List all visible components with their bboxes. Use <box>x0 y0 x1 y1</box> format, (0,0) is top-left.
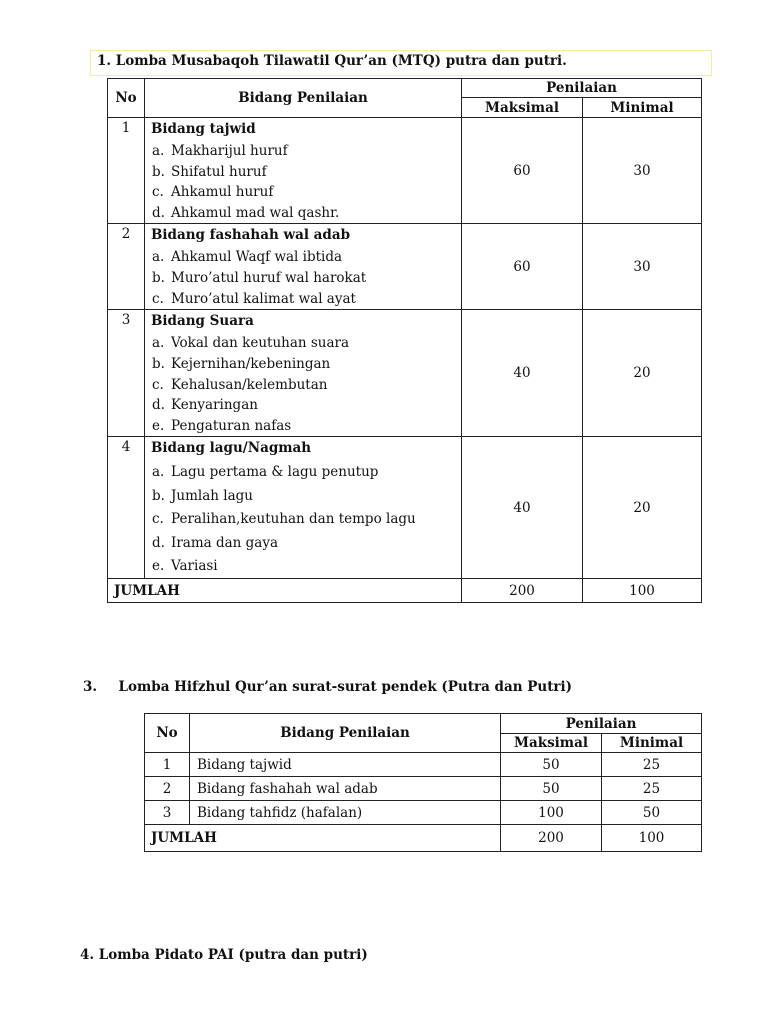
criteria-item <box>145 162 461 183</box>
header-bidang-penilaian: Bidang Penilaian <box>145 79 462 118</box>
table-row <box>108 118 702 224</box>
score-maksimal: 60 <box>462 118 583 224</box>
criteria-item <box>145 333 461 354</box>
criteria-text: Kejernihan/kebeningan <box>171 355 331 372</box>
criteria-text: Kehalusan/kelembutan <box>171 376 328 393</box>
bidang-label: Bidang tajwid <box>190 753 501 777</box>
criteria-letter: a. <box>152 335 165 352</box>
criteria-item <box>145 461 461 484</box>
table-row <box>108 437 702 579</box>
bidang-title: Bidang fashahah wal adab <box>151 227 351 244</box>
criteria-letter: c. <box>152 511 164 528</box>
section-3-title: Lomba Hifzhul Qur’an surat-surat pendek (Putra dan Putri) <box>118 679 573 695</box>
score-maksimal: 60 <box>462 224 583 310</box>
table-row <box>108 310 702 437</box>
section-4-title: 4. Lomba Pidato PAI (putra dan putri) <box>80 947 368 963</box>
criteria-text: Makharijul huruf <box>171 143 288 159</box>
criteria-letter: b. <box>152 269 165 286</box>
score-minimal: 20 <box>583 310 702 437</box>
header-maksimal: Maksimal <box>462 98 583 118</box>
header-minimal: Minimal <box>602 734 702 753</box>
row-number: 1 <box>108 118 145 224</box>
table-row <box>145 777 702 801</box>
header-minimal: Minimal <box>583 98 702 118</box>
criteria-letter: e. <box>152 557 165 574</box>
criteria-text: Muro’atul huruf wal harokat <box>171 269 367 286</box>
total-minimal: 100 <box>583 579 702 603</box>
total-maksimal: 200 <box>462 579 583 603</box>
criteria-text: Lagu pertama & lagu penutup <box>171 464 379 481</box>
bidang-title: Bidang Suara <box>151 313 254 330</box>
section-1-title: 1. Lomba Musabaqoh Tilawatil Qur’an (MTQ) putra dan putri. <box>97 53 567 69</box>
score-minimal: 50 <box>602 801 702 825</box>
score-minimal: 20 <box>583 437 702 579</box>
bidang-label: Bidang fashahah wal adab <box>190 777 501 801</box>
criteria-letter: b. <box>152 355 165 372</box>
criteria-item <box>145 247 461 268</box>
criteria-text: Muro’atul kalimat wal ayat <box>171 290 356 307</box>
bidang-cell <box>145 118 462 224</box>
criteria-letter: b. <box>152 163 165 180</box>
row-number: 2 <box>145 777 190 801</box>
total-maksimal: 200 <box>501 825 602 852</box>
criteria-item <box>145 395 461 416</box>
bidang-title: Bidang tajwid <box>151 121 256 137</box>
hifzhul-scoring-table <box>144 713 702 852</box>
mtq-scoring-table <box>107 78 702 603</box>
bidang-label: Bidang tahfidz (hafalan) <box>190 801 501 825</box>
section-1-heading <box>90 50 712 76</box>
criteria-text: Kenyaringan <box>171 397 258 414</box>
header-no: No <box>145 714 190 753</box>
header-penilaian: Penilaian <box>462 79 702 98</box>
criteria-item <box>145 555 461 578</box>
row-number: 1 <box>145 753 190 777</box>
score-maksimal: 50 <box>501 753 602 777</box>
criteria-item <box>145 203 461 224</box>
criteria-item <box>145 354 461 375</box>
criteria-letter: e. <box>152 417 165 434</box>
criteria-item <box>145 268 461 289</box>
section-3-number: 3. <box>83 679 98 695</box>
bidang-title: Bidang lagu/Nagmah <box>151 440 312 457</box>
criteria-item <box>145 289 461 310</box>
table-row <box>145 753 702 777</box>
criteria-text: Vokal dan keutuhan suara <box>171 335 350 352</box>
score-minimal: 30 <box>583 118 702 224</box>
criteria-text: Ahkamul Waqf wal ibtida <box>171 249 343 266</box>
table-row <box>108 224 702 310</box>
criteria-letter: c. <box>152 376 164 393</box>
criteria-text: Variasi <box>171 557 218 574</box>
criteria-item <box>145 532 461 555</box>
criteria-letter: c. <box>152 290 164 307</box>
criteria-letter: a. <box>152 249 165 266</box>
criteria-text: Irama dan gaya <box>171 534 279 551</box>
criteria-item <box>145 182 461 203</box>
total-minimal: 100 <box>602 825 702 852</box>
header-bidang-penilaian: Bidang Penilaian <box>190 714 501 753</box>
score-maksimal: 50 <box>501 777 602 801</box>
row-number: 3 <box>145 801 190 825</box>
criteria-letter: a. <box>152 464 165 481</box>
bidang-cell <box>145 310 462 437</box>
score-minimal: 30 <box>583 224 702 310</box>
criteria-letter: a. <box>152 143 165 159</box>
bidang-cell <box>145 437 462 579</box>
criteria-item <box>145 508 461 531</box>
criteria-letter: d. <box>152 397 165 414</box>
criteria-text: Pengaturan nafas <box>171 417 292 434</box>
criteria-text: Ahkamul mad wal qashr. <box>171 204 340 221</box>
criteria-letter: b. <box>152 487 165 504</box>
criteria-text: Ahkamul huruf <box>171 184 274 201</box>
criteria-item <box>145 375 461 396</box>
criteria-item <box>145 416 461 437</box>
section-4-heading <box>80 947 368 963</box>
score-minimal: 25 <box>602 777 702 801</box>
criteria-text: Jumlah lagu <box>171 487 253 504</box>
total-label: JUMLAH <box>145 825 501 852</box>
criteria-item <box>145 485 461 508</box>
score-maksimal: 100 <box>501 801 602 825</box>
criteria-letter: c. <box>152 184 164 201</box>
row-number: 3 <box>108 310 145 437</box>
header-maksimal: Maksimal <box>501 734 602 753</box>
header-no: No <box>108 79 145 118</box>
criteria-letter: d. <box>152 204 165 221</box>
criteria-text: Peralihan,keutuhan dan tempo lagu <box>171 511 416 528</box>
score-maksimal: 40 <box>462 310 583 437</box>
table-row <box>145 801 702 825</box>
section-3-heading <box>83 679 572 695</box>
bidang-cell <box>145 224 462 310</box>
header-penilaian: Penilaian <box>501 714 702 734</box>
score-maksimal: 40 <box>462 437 583 579</box>
criteria-text: Shifatul huruf <box>171 163 267 180</box>
total-label: JUMLAH <box>108 579 462 603</box>
row-number: 2 <box>108 224 145 310</box>
score-minimal: 25 <box>602 753 702 777</box>
criteria-letter: d. <box>152 534 165 551</box>
row-number: 4 <box>108 437 145 579</box>
criteria-item <box>145 141 461 162</box>
